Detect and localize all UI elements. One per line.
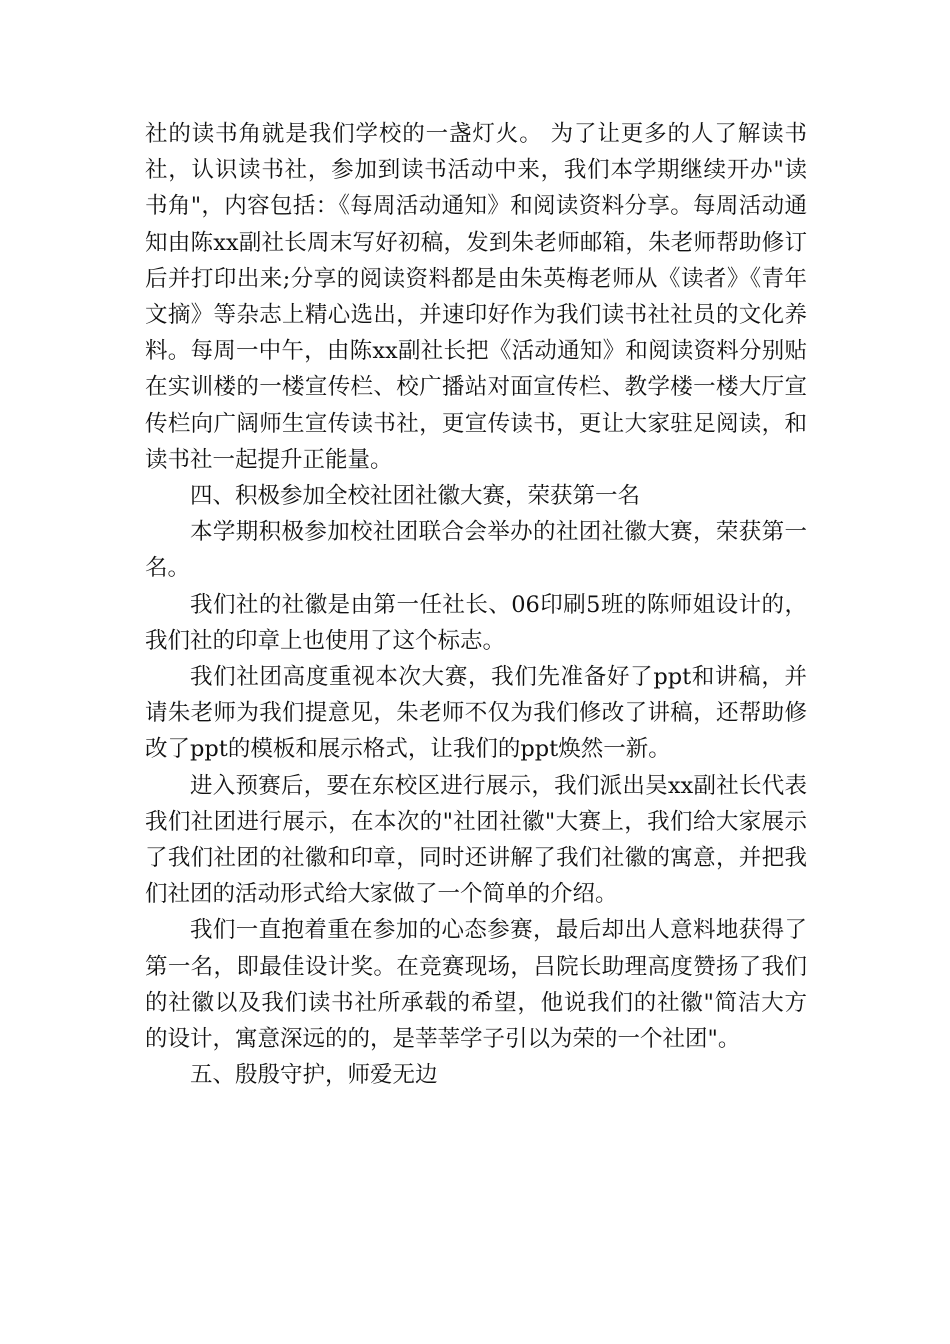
paragraph-result: 我们一直抱着重在参加的心态参赛，最后却出人意料地获得了第一名，即最佳设计奖。在竞赛现场，吕院长助理高度赞扬了我们的社徽以及我们读书社所承载的希望，他说我们的社徽"简洁大方的设计，寓意深远的的，是莘莘学子引以为荣的一个社团"。 [145, 917, 807, 1053]
section-heading-five: 五、殷殷守护，师爱无边 [190, 1062, 438, 1089]
paragraph-preparation: 我们社团高度重视本次大赛，我们先准备好了ppt和讲稿，并请朱老师为我们提意见，朱老师不仅为我们修改了讲稿，还帮助修改了ppt的模板和展示格式，让我们的ppt焕然一新。 [145, 664, 807, 763]
section-heading-four: 四、积极参加全校社团社徽大赛，荣获第一名 [190, 483, 641, 510]
paragraph-emblem-origin: 我们社的社徽是由第一任社长、06印刷5班的陈师姐设计的，我们社的印章上也使用了这个标志。 [145, 591, 807, 654]
paragraph-preliminary: 进入预赛后，要在东校区进行展示，我们派出吴xx副社长代表我们社团进行展示，在本次的"社团社徽"大赛上，我们给大家展示了我们社团的社徽和印章，同时还讲解了我们社徽的寓意，并把我们社团的活动形式给大家做了一个简单的介绍。 [145, 772, 807, 908]
document-body [145, 116, 807, 1093]
paragraph-contest-award: 本学期积极参加校社团联合会举办的社团社徽大赛，荣获第一名。 [145, 519, 807, 582]
paragraph-reading-corner: 社的读书角就是我们学校的一盏灯火。 为了让更多的人了解读书社，认识读书社，参加到读书活动中来，我们本学期继续开办"读书角"，内容包括：《每周活动通知》和阅读资料分享。每周活动通知由陈xx副社长周末写好初稿，发到朱老师邮箱，朱老师帮助修订后并打印出来;分享的阅读资料都是由朱英梅老师从《读者》《青年文摘》等杂志上精心选出，并速印好作为我们读书社社员的文化养料。每周一中午，由陈xx副社长把《活动通知》和阅读资料分别贴在实训楼的一楼宣传栏、校广播站对面宣传栏、教学楼一楼大厅宣传栏向广阔师生宣传读书社，更宣传读书，更让大家驻足阅读，和读书社一起提升正能量。 [145, 121, 807, 473]
